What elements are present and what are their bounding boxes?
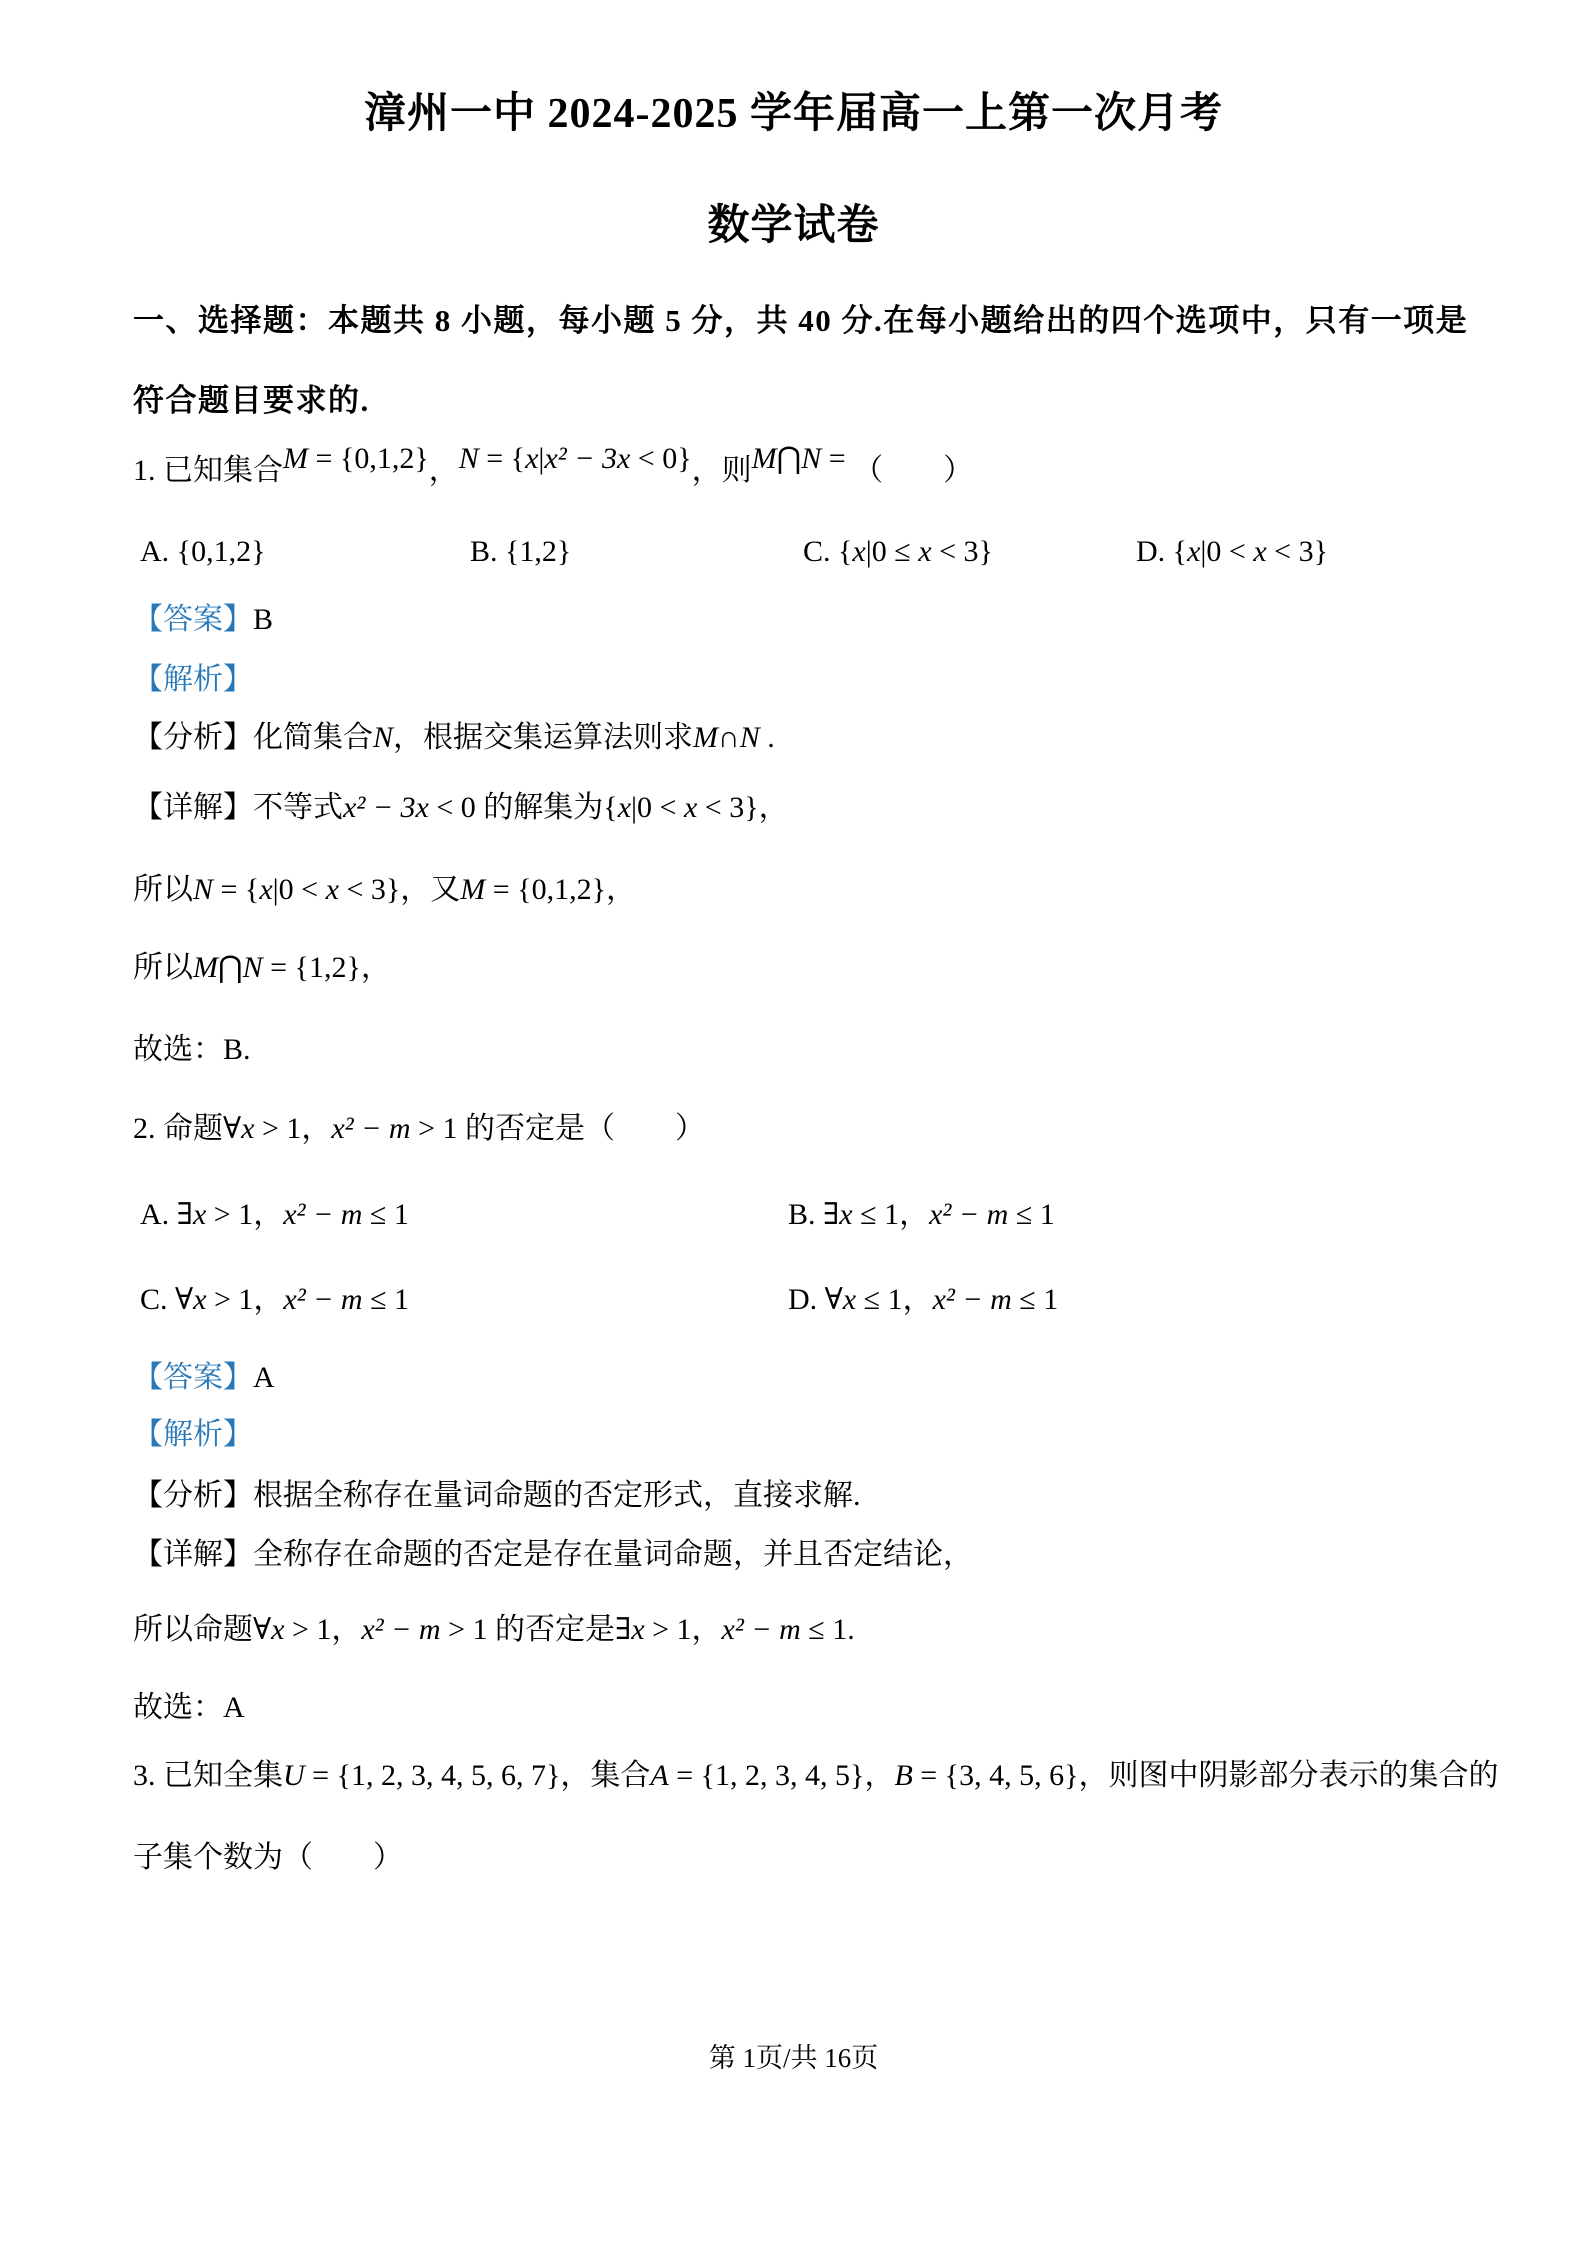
question-2-detail-2: 所以命题∀x > 1，x² − m > 1 的否定是∃x > 1，x² − m ≤ 1.	[133, 1613, 855, 1646]
question-1-analysis: 【分析】化简集合N，根据交集运算法则求M∩N .	[133, 721, 775, 754]
question-1-detail-3: 所以M⋂N = {1,2}，	[133, 951, 391, 984]
exam-subtitle: 数学试卷	[707, 203, 880, 249]
question-1-detail-2: 所以N = {x|0 < x < 3}，又M = {0,1,2}，	[133, 873, 636, 906]
question-1-options	[133, 533, 1463, 589]
question-2-option-c: C. ∀x > 1，x² − m ≤ 1	[140, 1283, 410, 1316]
page-number-footer: 第 1页/共 16页	[708, 2043, 879, 2073]
question-1-answer: 【答案】B	[133, 603, 274, 636]
question-2-conclusion: 故选：A	[133, 1691, 245, 1724]
question-1-option-a: A. {0,1,2}	[140, 535, 266, 568]
question-3-stem-line-2: 子集个数为（ ）	[133, 1841, 403, 1874]
section-heading-line-2: 符合题目要求的.	[133, 383, 370, 418]
question-2-stem: 2. 命题∀x > 1，x² − m > 1 的否定是（ ）	[133, 1112, 705, 1145]
question-1-option-c: C. {x|0 ≤ x < 3}	[803, 535, 993, 568]
question-1-conclusion: 故选：B.	[133, 1033, 251, 1066]
question-1-jiexi-label: 【解析】	[133, 663, 253, 696]
question-2-option-b: B. ∃x ≤ 1，x² − m ≤ 1	[788, 1198, 1055, 1231]
question-1-detail-1: 【详解】不等式x² − 3x < 0 的解集为{x|0 < x < 3}，	[133, 791, 789, 824]
question-2-answer: 【答案】A	[133, 1361, 275, 1394]
question-2-detail-1: 【详解】全称存在命题的否定是存在量词命题，并且否定结论，	[133, 1538, 973, 1571]
question-2-option-d: D. ∀x ≤ 1，x² − m ≤ 1	[788, 1283, 1059, 1316]
exam-title: 漳州一中 2024-2025 学年届高一上第一次月考	[364, 91, 1223, 137]
question-2-options-row-1	[133, 1196, 1463, 1252]
question-1-option-b: B. {1,2}	[470, 535, 572, 568]
question-2-jiexi-label: 【解析】	[133, 1418, 253, 1451]
question-1-stem: 1. 已知集合M = {0,1,2}，N = {x|x² − 3x < 0}，则M⋂N = （ ）	[133, 442, 974, 487]
question-3-stem-line-1: 3. 已知全集U = {1, 2, 3, 4, 5, 6, 7}，集合A = {1, 2, 3, 4, 5}，B = {3, 4, 5, 6}，则图中阴影部分表示的集合的	[133, 1759, 1499, 1792]
question-2-options-row-2	[133, 1281, 1463, 1337]
question-1-option-d: D. {x|0 < x < 3}	[1136, 535, 1328, 568]
section-heading-line-1: 一、选择题：本题共 8 小题，每小题 5 分，共 40 分.在每小题给出的四个选项中，只有一项是	[133, 303, 1469, 338]
question-2-analysis: 【分析】根据全称存在量词命题的否定形式，直接求解.	[133, 1479, 861, 1512]
question-2-option-a: A. ∃x > 1，x² − m ≤ 1	[140, 1198, 409, 1231]
